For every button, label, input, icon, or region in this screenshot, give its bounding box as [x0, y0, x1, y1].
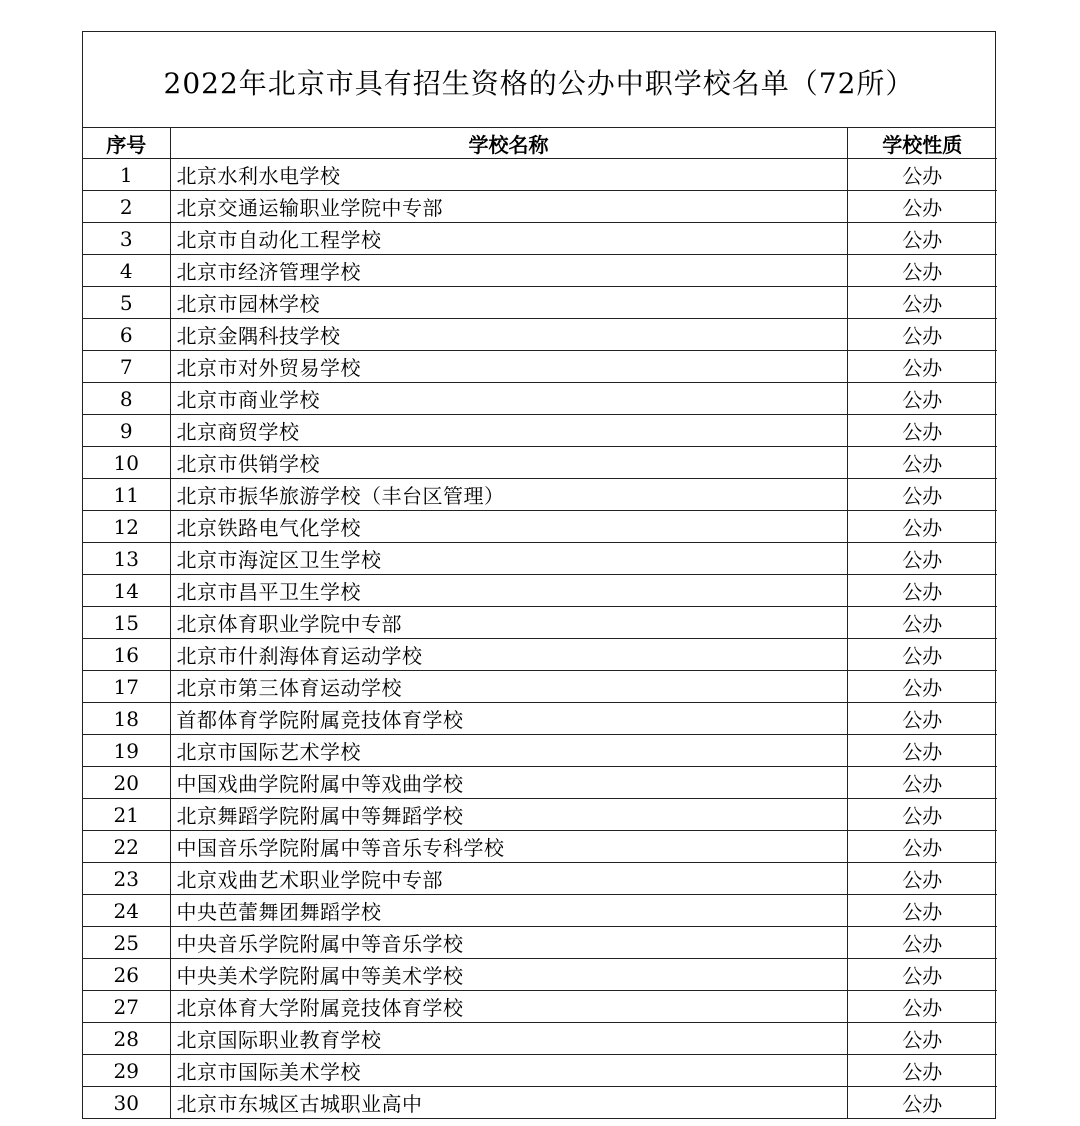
row-number: 18: [83, 703, 170, 735]
school-name: 北京水利水电学校: [170, 159, 847, 191]
school-name: 中国音乐学院附属中等音乐专科学校: [170, 831, 847, 863]
school-name: 北京市对外贸易学校: [170, 351, 847, 383]
school-name: 中央美术学院附属中等美术学校: [170, 959, 847, 991]
school-name: 北京市园林学校: [170, 287, 847, 319]
table-row: [83, 735, 997, 767]
school-type: 公办: [847, 319, 997, 351]
row-number: 6: [83, 319, 170, 351]
row-number: 30: [83, 1087, 170, 1119]
row-number: 9: [83, 415, 170, 447]
school-type: 公办: [847, 639, 997, 671]
table-row: [83, 319, 997, 351]
school-name: 北京市自动化工程学校: [170, 223, 847, 255]
table-header-row: [83, 128, 997, 159]
school-name: 中国戏曲学院附属中等戏曲学校: [170, 767, 847, 799]
school-type: 公办: [847, 287, 997, 319]
school-type: 公办: [847, 607, 997, 639]
school-type: 公办: [847, 735, 997, 767]
table-body: [83, 159, 997, 1119]
table-row: [83, 767, 997, 799]
row-number: 14: [83, 575, 170, 607]
table-row: [83, 383, 997, 415]
table-row: [83, 287, 997, 319]
table-row: [83, 255, 997, 287]
school-type: 公办: [847, 159, 997, 191]
school-name: 中央音乐学院附属中等音乐学校: [170, 927, 847, 959]
table-row: [83, 991, 997, 1023]
table-row: [83, 479, 997, 511]
table-row: [83, 415, 997, 447]
school-name: 北京市振华旅游学校（丰台区管理）: [170, 479, 847, 511]
school-name: 北京市什刹海体育运动学校: [170, 639, 847, 671]
school-name: 北京市第三体育运动学校: [170, 671, 847, 703]
table-row: [83, 191, 997, 223]
table-row: [83, 959, 997, 991]
school-type: 公办: [847, 767, 997, 799]
row-number: 23: [83, 863, 170, 895]
school-type: 公办: [847, 831, 997, 863]
table-row: [83, 863, 997, 895]
row-number: 17: [83, 671, 170, 703]
table-row: [83, 575, 997, 607]
school-name: 北京市海淀区卫生学校: [170, 543, 847, 575]
school-name: 北京市国际艺术学校: [170, 735, 847, 767]
row-number: 22: [83, 831, 170, 863]
table-row: [83, 671, 997, 703]
school-type: 公办: [847, 703, 997, 735]
row-number: 13: [83, 543, 170, 575]
school-type: 公办: [847, 479, 997, 511]
school-type: 公办: [847, 351, 997, 383]
school-type: 公办: [847, 543, 997, 575]
row-number: 15: [83, 607, 170, 639]
table-row: [83, 799, 997, 831]
school-type: 公办: [847, 671, 997, 703]
school-type: 公办: [847, 959, 997, 991]
row-number: 5: [83, 287, 170, 319]
school-type: 公办: [847, 383, 997, 415]
row-number: 27: [83, 991, 170, 1023]
table-row: [83, 447, 997, 479]
school-name: 北京商贸学校: [170, 415, 847, 447]
school-name: 北京舞蹈学院附属中等舞蹈学校: [170, 799, 847, 831]
school-type: 公办: [847, 799, 997, 831]
table-row: [83, 159, 997, 191]
school-type: 公办: [847, 1087, 997, 1119]
table-row: [83, 511, 997, 543]
row-number: 2: [83, 191, 170, 223]
row-number: 24: [83, 895, 170, 927]
row-number: 10: [83, 447, 170, 479]
page-title: 2022年北京市具有招生资格的公办中职学校名单（72所）: [163, 66, 915, 100]
table-row: [83, 831, 997, 863]
header-no: 序号: [83, 128, 170, 159]
table-row: [83, 1023, 997, 1055]
table-row: [83, 607, 997, 639]
school-name: 北京市昌平卫生学校: [170, 575, 847, 607]
school-type: 公办: [847, 895, 997, 927]
school-table: [83, 128, 997, 1118]
title-box: [83, 32, 995, 128]
table-row: [83, 703, 997, 735]
school-name: 北京体育大学附属竞技体育学校: [170, 991, 847, 1023]
row-number: 4: [83, 255, 170, 287]
table-row: [83, 639, 997, 671]
table-row: [83, 927, 997, 959]
school-type: 公办: [847, 223, 997, 255]
school-type: 公办: [847, 863, 997, 895]
table-row: [83, 223, 997, 255]
school-type: 公办: [847, 1023, 997, 1055]
school-type: 公办: [847, 415, 997, 447]
row-number: 7: [83, 351, 170, 383]
school-name: 中央芭蕾舞团舞蹈学校: [170, 895, 847, 927]
header-type: 学校性质: [847, 128, 997, 159]
school-name: 北京交通运输职业学院中专部: [170, 191, 847, 223]
row-number: 1: [83, 159, 170, 191]
school-name: 北京市经济管理学校: [170, 255, 847, 287]
school-name: 北京市国际美术学校: [170, 1055, 847, 1087]
table-row: [83, 351, 997, 383]
row-number: 8: [83, 383, 170, 415]
school-type: 公办: [847, 447, 997, 479]
school-type: 公办: [847, 575, 997, 607]
school-name: 北京市供销学校: [170, 447, 847, 479]
table-row: [83, 895, 997, 927]
school-name: 北京国际职业教育学校: [170, 1023, 847, 1055]
school-type: 公办: [847, 927, 997, 959]
row-number: 21: [83, 799, 170, 831]
school-type: 公办: [847, 511, 997, 543]
school-type: 公办: [847, 255, 997, 287]
school-name: 北京戏曲艺术职业学院中专部: [170, 863, 847, 895]
row-number: 19: [83, 735, 170, 767]
row-number: 11: [83, 479, 170, 511]
table-row: [83, 1055, 997, 1087]
school-name: 北京市商业学校: [170, 383, 847, 415]
school-name: 首都体育学院附属竞技体育学校: [170, 703, 847, 735]
row-number: 28: [83, 1023, 170, 1055]
row-number: 29: [83, 1055, 170, 1087]
school-name: 北京体育职业学院中专部: [170, 607, 847, 639]
school-name: 北京铁路电气化学校: [170, 511, 847, 543]
row-number: 20: [83, 767, 170, 799]
school-list-sheet: [82, 31, 996, 1119]
row-number: 16: [83, 639, 170, 671]
school-type: 公办: [847, 191, 997, 223]
row-number: 26: [83, 959, 170, 991]
school-name: 北京市东城区古城职业高中: [170, 1087, 847, 1119]
row-number: 25: [83, 927, 170, 959]
school-type: 公办: [847, 991, 997, 1023]
school-name: 北京金隅科技学校: [170, 319, 847, 351]
school-type: 公办: [847, 1055, 997, 1087]
table-row: [83, 1087, 997, 1119]
header-name: 学校名称: [170, 128, 847, 159]
row-number: 3: [83, 223, 170, 255]
table-row: [83, 543, 997, 575]
row-number: 12: [83, 511, 170, 543]
